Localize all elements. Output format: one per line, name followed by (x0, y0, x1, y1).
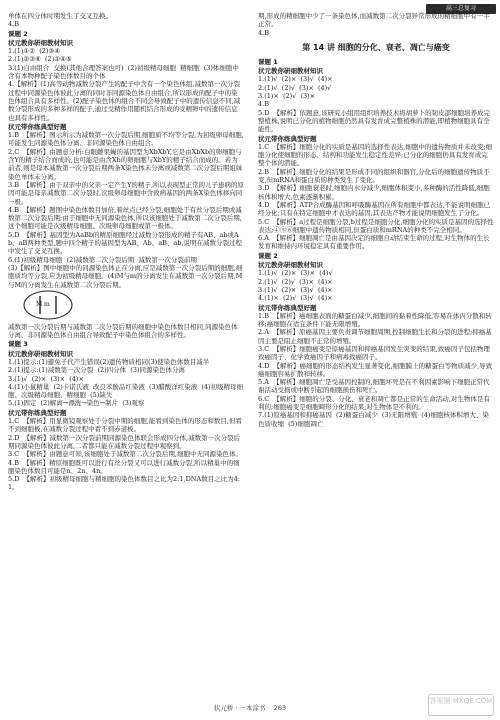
answer-line: 4.B 【解析】题图中染色体数目加倍,着丝点已经分裂,细胞处于有丝分裂后期或减数第二次分裂后期;由于细胞中无同源染色体,所以该细胞处于减数第二次分裂后期,这个细胞可能是次级精母细胞、次级卵母细胞或第一极体。 (8, 205, 242, 231)
answer-line: 3.(1)自由组合 交换(其他合理答案也可) (2)初级精母细胞 精细胞 (3)体细胞中含有本物种配子染色体数目的个体 (8, 63, 239, 81)
lesson-title: 第 14 讲 细胞的分化、衰老、凋亡与癌变 (302, 42, 450, 52)
section-heading: 课题 2 (8, 29, 28, 38)
section-heading: 课题 3 (8, 340, 28, 349)
answer-line: 4.【解析】(1)高等动物减数分裂产生的配子中含有一个染色体组,减数第一次分裂过程中同源染色体彼此分离的同时非同源染色体自由组合,所以形成的配子中的染色体组合具有多样性。(2)配子染色体的组合不同会导致配子中的遗传信息不同,减数分裂形成的多种多样的配子,通过受精作用随机结合形成的受精卵中的遗传信息也具有多样性。 (8, 80, 241, 122)
answer-line: 4.B (258, 100, 269, 109)
answer-line: 5.C 【解析】a过程是细胞分裂,b过程是细胞分化,细胞分化的实质是基因的选择性表达;④⑤⑥细胞中遗传物质相同,但蛋白质和mRNA的种类不完全相同。 (258, 217, 494, 234)
answer-line: 2.(1)提示:(1)减数第一次分裂 (2)四分体 (3)同源染色体分离 (8, 366, 185, 375)
answer-line: 3.C 【解析】由题意可知,该细胞处于减数第二次分裂后期,细胞中无同源染色体。 (8, 450, 242, 459)
answer-line: 3.C 【解析】细胞癌变是原癌基因和抑癌基因发生突变的结果,致癌因子包括物理致癌因子、化学致癌因子和病毒致癌因子。 (258, 344, 490, 362)
section-heading: 状元带你练典型好题 (8, 408, 67, 417)
page-footer (0, 703, 500, 712)
answer-line: 期,形成的精细胞中少了一条染色体,而减数第二次分裂异常形成的精细胞中有一半正常。 (258, 12, 490, 29)
answer-line: 1.C 【解析】细胞分化的实质是基因的选择性表达,细胞中的遗传物质并未改变;细胞分化使细胞的形态、结构和功能发生稳定性差异;已分化的细胞仍具有发育成完整个体的潜能。 (258, 142, 493, 168)
answer-line: 2.B 【解析】细胞分化的结果是形成不同的组织和器官,分化后的细胞遗传物质不变,但mRNA和蛋白质的种类发生了变化。 (258, 167, 490, 185)
answer-line: 4.D 【解析】ATP合成酶基因和呼吸酶基因在所有细胞中都表达,不能说明细胞已经分化;只有在特定细胞中才表达的基因,其表达产物才能说明细胞发生了分化。 (258, 200, 491, 218)
answer-line: 1.(1)√ (2)× (3)√ (4)× (258, 75, 333, 84)
answer-line: 2.(1)√ (2)√ (3)× (4)√ (258, 83, 332, 92)
answer-line: 1.C 【解析】用显微镜观察处于分裂中期的细胞,能看到染色体的形态和数目,但看不到细胞板,在减数分裂过程中看不到赤道板。 (8, 417, 242, 434)
answer-line: 2.A 【解析】原癌基因主要负责调节细胞周期,控制细胞生长和分裂的进程;抑癌基因主要是阻止细胞不正常的增殖。 (258, 328, 492, 345)
answer-line: 1.B 【解析】图示所示为减数第一次分裂后期,细胞质不均等分裂,为初级卵母细胞,可能发生同源染色体分离、非同源染色体自由组合。 (8, 131, 244, 148)
left-column (8, 12, 244, 492)
answer-line: 单体在四分体时期发生了交叉互换。 (8, 12, 112, 20)
answer-line: 6.A 【解析】细胞凋亡是由基因决定的细胞自动结束生命的过程,对生物体的生长发育和维持内环境稳定具有重要作用。 (258, 234, 490, 251)
section-heading: 状元教你研细教材知识 (258, 261, 323, 270)
section-heading: 课题 1 (258, 57, 278, 66)
answer-line: 1.(1)①② (2)③④ (8, 47, 61, 56)
page-number: 263 (273, 704, 287, 712)
cell-diagram (8, 289, 244, 323)
section-heading: 状元带你练典型好题 (258, 134, 317, 143)
answer-line: 2.D 【解析】减数第一次分裂前期同源染色体联会形成四分体,减数第一次分裂后期同源染色体彼此分离,二者都只能在减数分裂过程中观察到。 (8, 433, 241, 450)
answer-line: 4.D 【解析】癌细胞的形态结构发生显著变化,细胞膜上的糖蛋白等物质减少,导致癌细胞容易扩散和转移。 (258, 361, 493, 378)
answer-line: 2.(1)②③⑥ (2)①④⑤ (8, 55, 72, 64)
answer-line: 5.D 【解析】依题意,该研究小组用组织培养技术将胡萝卜的韧皮部细胞培养成完整植株,说明已分化的植物细胞仍然具有发育成完整植株的潜能,即植物细胞具有全能性。 (258, 108, 491, 134)
answer-line: 5.D 【解析】基因型为AaBb的精原细胞经过减数分裂形成的精子有AB、ab或Ab、aB两种类型,题中四个精子的基因型为AB、Ab、aB、ab,说明在减数分裂过程中发生了交叉互换。 (8, 230, 242, 256)
answer-line: 3.(1)√ (2)× (3)× (4)× (8, 374, 84, 383)
answer-line: 6.(1)初级精母细胞 (2)减数第二次分裂后期 减数第一次分裂前期 (8, 255, 197, 264)
answer-line: 5.A 【解析】细胞凋亡是受基因控制的,细胞坏死是在不利因素影响下细胞正常代谢活动受损或中断引起的细胞损伤和死亡。 (258, 378, 490, 395)
cell-diagram-label: M m (36, 300, 50, 308)
right-column (258, 12, 494, 428)
answer-line: 1.B 【解析】癌细胞表面的糖蛋白减少,细胞间的黏着性降低,容易在体内分散和转移;癌细胞在适宜条件下能无限增殖。 (258, 311, 492, 329)
answer-line: 5.D 【解析】初级精母细胞与精细胞的染色体数目之比为2:1,DNA数目之比为4:1。 (8, 475, 240, 492)
answer-line: 4.B 【解析】精原细胞既可以进行有丝分裂又可以进行减数分裂,所以精巢中的细胞染色体数目可能是n、2n、4n。 (8, 458, 240, 475)
answer-line: 1.(1)提示:(1)避免子代产生错误(2)遗传物质相同(3)使染色体数目减半 (8, 357, 210, 366)
answer-line: 6.C 【解析】细胞的分裂、分化、衰老和凋亡都是正常的生命活动,对生物体是有利的;细胞癌变是细胞畸形分化的结果,对生物体是不利的。 (258, 394, 490, 412)
answer-line: 3.(1)× (2)√ (3)× (258, 92, 316, 101)
answer-line: 5.(1)固定 (2)解离→漂洗→染色→制片 (3)观察 (8, 399, 145, 408)
section-heading: 状元教你研细教材知识 (258, 67, 323, 76)
answer-line: 2.C 【解析】由题意分析:白眼雌果蝇的基因型为XbXbY,它是由XbXb的卵细胞与含Y的精子结合而成的,也可能是由含Xb的卵细胞与XbY的精子结合而成的。若为前者,则是母本减数第一次分裂后期两条X染色体未分离或减数第二次分裂后期姐妹染色单体未分离。 (8, 147, 243, 181)
watermark-text: 答案圈 MXQE.COM (429, 697, 493, 705)
section-heading: 状元带你练典型好题 (8, 122, 67, 131)
answer-line: 3.(1)√ (2)× (3)√ (4)× (258, 285, 333, 294)
answer-line: 4.B (8, 20, 19, 29)
answer-line: 4.B (258, 28, 269, 37)
section-heading: 状元教你研细教材知识 (8, 38, 73, 47)
section-heading: 课题 2 (258, 251, 278, 260)
answer-line: 4.(1)小鼠精巢 (2)卡诺氏液 改良苯酚品红染液 (3)醋酸洋红染液 (4)初级精母细胞、次级精母细胞、精细胞 (5)缺失 (8, 382, 244, 400)
answer-line: 4.(1)× (2)√ (3)√ (4)× (258, 294, 333, 303)
section-heading: 状元教你研细教材知识 (8, 349, 73, 358)
answer-line: 7.(1)原癌基因和抑癌基因 (2)糖蛋白减少 (3)无限增殖 (4)细胞核体积增大、染色质收缩 (5)细胞凋亡 (258, 411, 489, 428)
footer-brand: 状元桥 · 一本涂书 (213, 704, 266, 712)
header-tag: 高三总复习 (426, 4, 496, 14)
answer-line: 2.(1)√ (2)√ (3)× (4)× (258, 277, 333, 286)
answer-line: 3.B 【解析】由于双亲中的父亲一定产生Y的精子,所以表现型正常的儿子患病的原因可能是母亲减数第二次分裂时,次级卵母细胞中含致病基因的两条X染色体移向同一极。 (8, 180, 244, 206)
section-heading: 状元带你练典型好题 (258, 303, 317, 312)
answer-line: 3.D 【解析】细胞衰老时,细胞内水分减少,细胞体积变小,多种酶的活性降低,细胞核体积增大,色素逐渐积累。 (258, 184, 490, 201)
answer-line: 1.(1)√ (2)× (3)× (4)√ (258, 269, 333, 278)
answer-line: (3)【解析】图中细胞中的同源染色体正在分离,应是减数第一次分裂后期的细胞,细胞质均等分裂,应为初级精母细胞。(4)M与m的分离发生在减数第一次分裂后期,M与M的分离发生在减数第二次分裂后期。 (8, 263, 243, 289)
answer-line: 减数第一次分裂后期与减数第二次分裂后期的细胞中染色体数目相同,同源染色体分离、非同源染色体自由组合导致配子中染色体组合的多样性。 (8, 322, 238, 340)
watermark-stamp (428, 694, 494, 716)
